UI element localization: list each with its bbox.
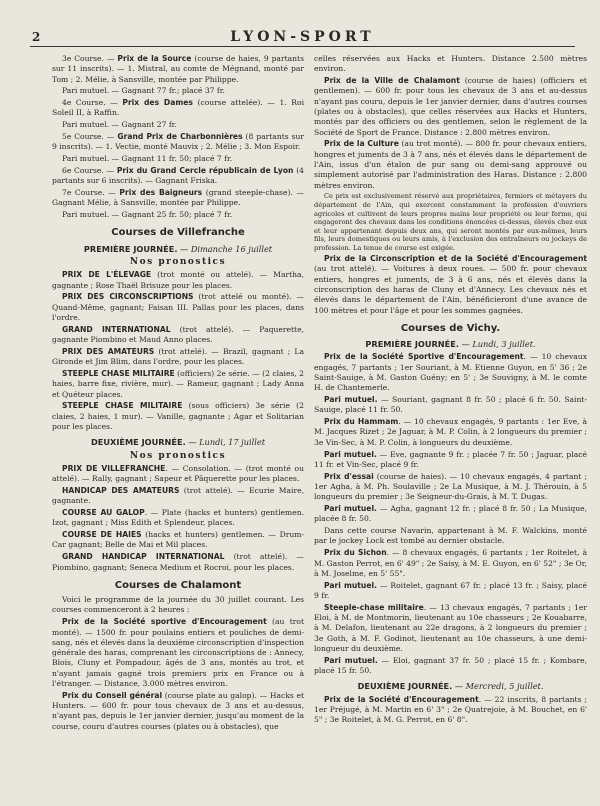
- race-entry: [314, 352, 587, 393]
- section-title-villefranche: Courses de Villefranche: [111, 227, 245, 239]
- race-entry: [314, 504, 587, 525]
- race-text: (4 partants sur 6 inscrits). — Gagnant Friska.: [52, 165, 304, 186]
- race-name: Prix de la Société d'Encouragement: [324, 694, 479, 704]
- race-text: . — Plate (hacks et hunters) gentlemen. Izot, gagnant ; Miss Edith et Splendeur, places.: [52, 508, 304, 528]
- race-entry: [314, 450, 587, 471]
- vichy-results-day1: [314, 352, 587, 676]
- race-name: Prix de la Société sportive d'Encouragement: [62, 617, 267, 627]
- race-text: (grand steeple-chase). — Gagnant Mélie, à Sansville, montée par Philippe.: [52, 188, 305, 208]
- race-text: (trot attelé ou monté). — Quand-Même, gagnant; Faisan III. Pallas pour les places, dans l'ordre.: [52, 292, 304, 323]
- race-name: Grand Prix de Charbonnières: [117, 132, 243, 142]
- race-name: Prix de la Circonscription et de la Société d'Encouragement: [324, 254, 587, 264]
- race-text: Pari mutuel. — Gagnant 25 fr. 50; placé 7 fr.: [62, 210, 233, 220]
- race-text: — Agha, gagnant 12 fr. ; placé 8 fr. 50 ; La Musique, placée 8 fr. 50.: [314, 504, 587, 524]
- chalamont-program: [52, 617, 304, 732]
- race-text: . — 22 inscrits, 8 partants ; 1er Préjugé, à M. Martin en 6' 3" ; 2e Quatrejoie, à M. Bouchet, en 6' 5" ; 3e Roitelet, à M. G. Perrot, en 6' 8".: [314, 694, 587, 725]
- race-entry: [52, 132, 304, 153]
- race-name: Prix de la Société Sportive d'Encouragement: [324, 352, 524, 362]
- race-entry: [52, 120, 304, 130]
- race-name: COURSE AU GALOP: [62, 508, 145, 518]
- race-entry: [52, 166, 304, 187]
- race-name: PRIX DE VILLEFRANCHE: [62, 463, 166, 473]
- race-text: — Roitelet, gagnant 67 fr. ; placé 13 fr. ; Saisy, placé 9 fr.: [314, 580, 587, 600]
- race-entry: [314, 526, 587, 547]
- race-entry: [52, 54, 304, 85]
- pronostics-list: [52, 270, 304, 432]
- race-name: GRAND HANDICAP INTERNATIONAL: [62, 552, 225, 562]
- race-entry: [52, 210, 304, 220]
- race-entry: [52, 270, 304, 291]
- race-name: COURSE DE HAIES: [62, 530, 142, 540]
- race-entry: [314, 603, 587, 654]
- race-name: Prix des Dames: [122, 98, 193, 108]
- race-text: (trot attelé). — Brazil, gagnant ; La Gironde et Jim Blim, dans l'ordre, pour les places.: [52, 346, 304, 367]
- race-entry: [52, 325, 304, 346]
- race-entry: [52, 86, 304, 96]
- race-entry: [314, 548, 587, 579]
- journee-date: — Lundi, 17 juillet: [185, 437, 265, 448]
- race-text: . — 13 chevaux engagés, 7 partants ; 1er Eloi, à M. de Montmorin, lieutenant au 10e chasseurs ; 2e Kouabarre, à M. Delafon, lieutenant au 22e dragons, à 2 longueurs du premier ; 3e Goth, à M. F. Godinot, lieutenant au 10e chasseurs, à une demi-longueur du deuxième.: [314, 602, 587, 653]
- section-title-vichy: Courses de Vichy.: [400, 322, 501, 334]
- race-name: Pari mutuel.: [324, 580, 377, 590]
- race-name: PRIX DES AMATEURS: [62, 346, 155, 356]
- race-entry: [52, 369, 304, 400]
- race-name: Prix d'essai: [324, 471, 374, 481]
- race-text: (course de haies, 9 partants sur 11 inscrits). — 1. Mistral, au comte de Mégnand, monté par Tom ; 2. Mélie, à Sansville, montée par Philippe.: [52, 54, 305, 84]
- race-name: Steeple-chase militaire: [324, 602, 424, 612]
- journee-heading: [52, 437, 304, 447]
- race-entry: [52, 154, 304, 164]
- race-text: (trot monté ou attelé). — Martha, gagnante ; Rose Thaël Brisuze pour les places.: [52, 270, 304, 290]
- race-entry: [52, 292, 304, 323]
- race-entry: [52, 188, 304, 209]
- journee-date: — Lundi, 3 juillet.: [458, 339, 536, 350]
- race-text: Pari mutuel. — Gagnant 77 fr.; placé 37 fr.: [62, 86, 225, 96]
- chalamont-program-continued: [314, 76, 587, 191]
- race-number: 5e Course. —: [62, 132, 118, 142]
- journee-label: DEUXIÈME JOURNÉE.: [357, 681, 453, 692]
- race-entry: [52, 98, 304, 119]
- race-text: (course attelée). — 1. Roi Soleil II, à Raffin.: [52, 98, 304, 118]
- race-text: — Eloi, gagnant 37 fr. 50 ; placé 15 fr. ; Kombare, placé 15 fr. 50.: [314, 655, 587, 675]
- race-name: Prix du Grand Cercle républicain de Lyon: [116, 165, 294, 175]
- race-text: (trot attelé). — Ecurie Maire, gagnante.: [52, 485, 304, 506]
- race-text: . — 10 chevaux engagés, 7 partants ; 1er Souriant, à M. Etienne Guyon, en 5' 36 ; 2e Saint-Sauige, à M. Gaston Guény; en 5' ; 3e Souvigny, à M. le comte H. de Chantemerle.: [314, 352, 587, 393]
- race-name: HANDICAP DES AMATEURS: [62, 485, 180, 495]
- page-header: [30, 30, 575, 47]
- race-entry: [314, 254, 587, 316]
- section-title-chalamont: Courses de Chalamont: [114, 579, 242, 591]
- race-entry: [52, 617, 304, 689]
- newspaper-title: LYON-SPORT: [230, 29, 375, 45]
- race-entry: [314, 76, 587, 138]
- journee-date: — Dimanche 16 juillet: [177, 243, 273, 254]
- race-name: PRIX DES CIRCONSCRIPTIONS: [62, 292, 194, 302]
- race-number: 6e Course. —: [62, 165, 117, 175]
- race-name: STEEPLE CHASE MILITAIRE: [62, 401, 183, 411]
- race-text: (8 partants sur 9 inscrits). — 1. Vectie, monté Mauvix ; 2. Mélie ; 3. Mon Espoir.: [52, 132, 304, 152]
- race-text: . — Consolation. — (trot monté ou attelé). — Rally, gagnant ; Sapeur et Pâquerette pour les places.: [52, 463, 305, 484]
- journee-label: DEUXIÈME JOURNÉE.: [91, 437, 186, 448]
- race-entry: [314, 695, 587, 726]
- race-name: Prix de la Culture: [324, 139, 399, 149]
- race-name: Pari mutuel.: [324, 449, 377, 459]
- race-text: (trot attelé). — Paquerette, gagnante Piombino et Maud Anno places.: [52, 324, 304, 345]
- pronostics-list: [52, 464, 304, 573]
- journee-heading: [314, 681, 587, 691]
- left-column: [52, 54, 304, 734]
- race-text: (course de haies) (officiers et gentlemen). — 600 fr. pour tous les chevaux de 3 ans et au-dessus n'ayant pas couru, depuis le 1er janvier dernier, dans d'autres courses (plates ou à obstacles), que celles réservées aux Hacks et Hunters, montés par des officiers ou des gentlemen, selon le règlement de la Société de Sport de France. Distance : 2.800 mètres environ.: [314, 76, 587, 137]
- journee-label: PREMIÈRE JOURNÉE.: [365, 339, 459, 350]
- race-entry: [314, 656, 587, 677]
- race-entry: [52, 552, 304, 573]
- race-text: — Eve, gagnante 9 fr. ; placée 7 fr. 50 ; Jaguar, placé 11 fr. et Vin-Sec, placé 9 fr.: [314, 449, 587, 469]
- journee-heading: [314, 339, 587, 349]
- race-text: (sous officiers) 3e série (2 claies, 2 haies, 1 mur). — Vanille, gagnante ; Agar et Solitarian pour les places.: [52, 401, 304, 431]
- race-entry: [52, 401, 304, 432]
- chalamont-intro: Voici le programme de la journée du 30 juillet courant. Les courses commenceront à 2 heures :: [52, 595, 304, 615]
- culture-note: Ce prix est exclusivement réservé aux propriétaires, fermiers et métayers du département de l'Ain, qui exercent constamment la profession d'ouvriers agricoles et cultivent de leurs propres mains leur propriété ou leur ferme, qui engageront des chevaux dans les conditions énoncées ci-dessus, élevés chez eux et leur appartenant depuis deux ans, qui seront montés par eux-mêmes, leurs fils, leurs domestiques ou leurs amis, à l'exclusion des entraîneurs ou jockeys de profession. La tenue de course est exigée.: [314, 192, 587, 252]
- pronostics-heading: Nos pronostics: [129, 450, 227, 461]
- race-text: Pari mutuel. — Gagnant 11 fr. 50; placé 7 fr.: [62, 154, 233, 164]
- race-name: Pari mutuel.: [324, 395, 378, 405]
- race-text: (hacks et hunters) gentlemen. — Drum-Car gagnant; Belle de Mai et Mil places.: [52, 530, 304, 550]
- race-text: (course de haies). — 10 chevaux engagés, 4 partant ; 1er Agha, à M. Ph. Soulaville ; 2e La Musique, à M. J. Thérouin, à 5 longueurs du premier ; 3e Seigneur-du-Grais, à M. T. Dugas.: [314, 471, 588, 502]
- race-entry: [314, 417, 587, 448]
- race-text: . — 10 chevaux engagés, 9 partants : 1er Eve, à M. Jacques Rizet ; 2e Jaguar, à M. P. Colin, à 2 longueurs du premier ; 3e Vin-Sec, à M. P. Colin, à longueurs du deuxième.: [314, 417, 587, 447]
- race-text: (course plate au galop). — Hacks et Hunters. — 600 fr. pour tous chevaux de 3 ans et au-dessus, n'ayant pas, depuis le 1er janvier dernier, jusqu'au moment de la course, couru d'autres courses (plates ou à obstacles), que: [52, 690, 304, 731]
- race-name: STEEPLE CHASE MILITAIRE: [62, 369, 175, 379]
- race-name: Pari mutuel.: [324, 655, 378, 665]
- journee-label: PREMIÈRE JOURNÉE.: [83, 243, 178, 254]
- race-name: Prix du Sichon: [324, 548, 387, 558]
- race-entry: [52, 691, 304, 732]
- right-column: [314, 54, 587, 727]
- race-text: (trot attelé). — Piombino, gagnant; Seneca Medium et Rocroi, pour les places.: [52, 552, 304, 572]
- race-entry: [314, 581, 587, 602]
- race-text: (au trot attelé). — Voitures à deux roues. — 500 fr. pour chevaux entiers, hongres et juments, de 3 à 6 ans, nés et élevés dans la circonscription des haras de Cluny et d'Annecy. Les chevaux nés et élevés dans le département de l'Ain, bénéficieront d'une avance de 100 mètres et pour l'âge et pour les sommes gagnées.: [314, 264, 587, 315]
- pronostics-heading: Nos pronostics: [129, 257, 227, 268]
- race-entry: [314, 472, 587, 503]
- race-text: . — 8 chevaux engagés, 6 partants ; 1er Roitelet, à M. Gaston Perrot, en 6' 49" ; 2e Saisy, à M. E. Guyon, en 6' 52" ; 3e Or, à M. Joselme, en 5' 55".: [314, 548, 587, 578]
- continued-text: celles réservées aux Hacks et Hunters. Distance 2.500 mètres environ.: [314, 54, 587, 74]
- race-text: Dans cette course Navarin, appartenant à M. F. Walckins, monté par le jockey Lock est tombé au dernier obstacle.: [314, 526, 587, 546]
- race-entry: [52, 486, 304, 507]
- race-text: Pari mutuel. — Gagnant 27 fr.: [62, 120, 177, 130]
- race-text: (au trot monté). — 1500 fr. pour poulains entiers et pouliches de demi-sang, nés et élevés dans la deuxième circonscription d'inspection générale des haras, comprenant les circonscriptions de : Annecy, Blois, Cluny et Pompadour, âgés de 3 ans, montés au trot, et n'ayant jamais gagné trois premiers prix en France ou à l'étranger. — Distance, 3.000 mètres environ.: [52, 617, 304, 689]
- race-entry: [314, 139, 587, 190]
- race-name: PRIX DE L'ÉLEVAGE: [62, 270, 152, 280]
- race-number: 7e Course. —: [62, 188, 120, 198]
- journee-date: — Mercredi, 5 juillet.: [452, 681, 544, 692]
- race-number: 3e Course. —: [62, 54, 118, 63]
- race-name: Prix du Conseil général: [62, 690, 163, 700]
- journee-heading: [52, 244, 304, 254]
- race-results-list: [52, 54, 304, 220]
- page-number: 2: [32, 30, 41, 44]
- vichy-results-day2: [314, 695, 587, 726]
- race-name: Prix du Hammam: [324, 417, 399, 427]
- race-name: Prix de la Source: [117, 54, 192, 63]
- race-entry: [52, 464, 304, 485]
- race-entry: [52, 347, 304, 368]
- race-text: (officiers) 2e série. — (2 claies, 2 haies, barre fixe, rivière, mur). — Rameur, gagnant ; Lady Anna et Quéteur places.: [52, 369, 305, 399]
- race-text: — Souriant, gagnant 8 fr. 50 ; placé 6 fr. 50. Saint-Sauige, placé 11 fr. 50.: [314, 395, 587, 415]
- race-entry: [52, 508, 304, 529]
- race-name: Pari mutuel.: [324, 504, 377, 514]
- race-name: Prix de la Ville de Chalamont: [324, 76, 460, 86]
- race-name: GRAND INTERNATIONAL: [62, 324, 171, 334]
- race-entry: [52, 530, 304, 551]
- race-entry: [314, 395, 587, 416]
- race-name: Prix des Baigneurs: [119, 188, 203, 198]
- race-number: 4e Course. —: [62, 98, 123, 108]
- race-text: (au trot monté). — 800 fr. pour chevaux entiers, hongres et juments de 3 à 7 ans, nés et élevés dans le département de l'Ain, issus d'un étalon de pur sang ou demi-sang approuvé ou simplement autorisé par l'administration des Haras. Distance : 2.800 mètres environ.: [314, 139, 587, 190]
